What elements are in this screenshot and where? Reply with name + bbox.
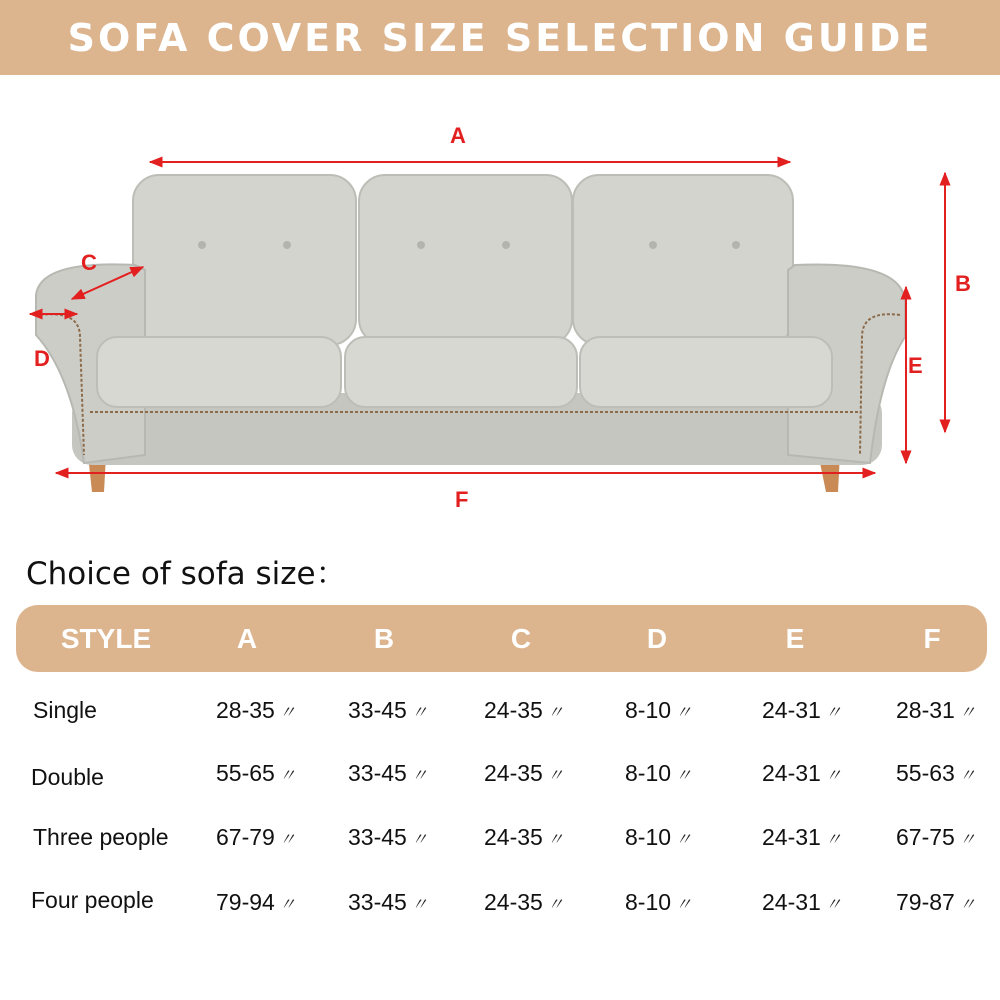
value-b: 33-45 〃 — [348, 697, 428, 723]
title-banner — [0, 0, 1000, 75]
header-a: A — [236, 623, 258, 654]
header-d: D — [646, 623, 668, 654]
table-row-single — [0, 690, 1000, 730]
value-b: 33-45 〃 — [348, 889, 428, 915]
value-d: 8-10 〃 — [625, 697, 693, 723]
value-c: 24-35 〃 — [484, 824, 564, 850]
sofa-diagram — [0, 75, 1000, 535]
row-style: Double — [31, 764, 104, 790]
header-e: E — [785, 623, 805, 654]
header-style: STYLE — [60, 623, 152, 654]
value-e: 24-31 〃 — [762, 889, 842, 915]
section-title: Choice of sofa size： — [26, 556, 347, 592]
dimension-label-b: B — [955, 271, 971, 296]
row-style: Three people — [33, 824, 169, 850]
back-cushion-left — [133, 175, 356, 345]
value-a: 67-79 〃 — [216, 824, 296, 850]
value-e: 24-31 〃 — [762, 824, 842, 850]
seat-cushion-right — [580, 337, 832, 407]
value-e: 24-31 〃 — [762, 760, 842, 786]
banner-title: SOFA COVER SIZE SELECTION GUIDE — [67, 15, 933, 60]
value-b: 33-45 〃 — [348, 760, 428, 786]
value-f: 28-31 〃 — [896, 697, 976, 723]
value-f: 79-87 〃 — [896, 889, 976, 915]
table-row-three-people — [0, 817, 1000, 857]
value-c: 24-35 〃 — [484, 697, 564, 723]
value-a: 28-35 〃 — [216, 697, 296, 723]
header-c: C — [510, 623, 532, 654]
back-cushion-right — [573, 175, 793, 345]
value-c: 24-35 〃 — [484, 760, 564, 786]
dimension-label-f: F — [455, 487, 469, 512]
sofa-illustration — [0, 75, 1000, 535]
header-f: F — [923, 623, 941, 654]
seat-cushion-center — [345, 337, 577, 407]
dimension-label-e: E — [908, 353, 923, 378]
row-style: Four people — [31, 887, 154, 913]
dimension-label-d: D — [34, 346, 50, 371]
back-cushion-center — [359, 175, 572, 345]
value-f: 67-75 〃 — [896, 824, 976, 850]
dimension-label-a: A — [450, 123, 466, 148]
value-a: 79-94 〃 — [216, 889, 296, 915]
row-style: Single — [33, 697, 97, 723]
seat-cushion-left — [97, 337, 341, 407]
size-table-header — [16, 605, 987, 672]
value-d: 8-10 〃 — [625, 889, 693, 915]
value-d: 8-10 〃 — [625, 824, 693, 850]
value-c: 24-35 〃 — [484, 889, 564, 915]
table-row-four-people — [0, 882, 1000, 922]
table-row-double — [0, 753, 1000, 793]
value-e: 24-31 〃 — [762, 697, 842, 723]
value-b: 33-45 〃 — [348, 824, 428, 850]
value-f: 55-63 〃 — [896, 760, 976, 786]
dimension-label-c: C — [81, 250, 97, 275]
value-d: 8-10 〃 — [625, 760, 693, 786]
header-b: B — [373, 623, 395, 654]
value-a: 55-65 〃 — [216, 760, 296, 786]
